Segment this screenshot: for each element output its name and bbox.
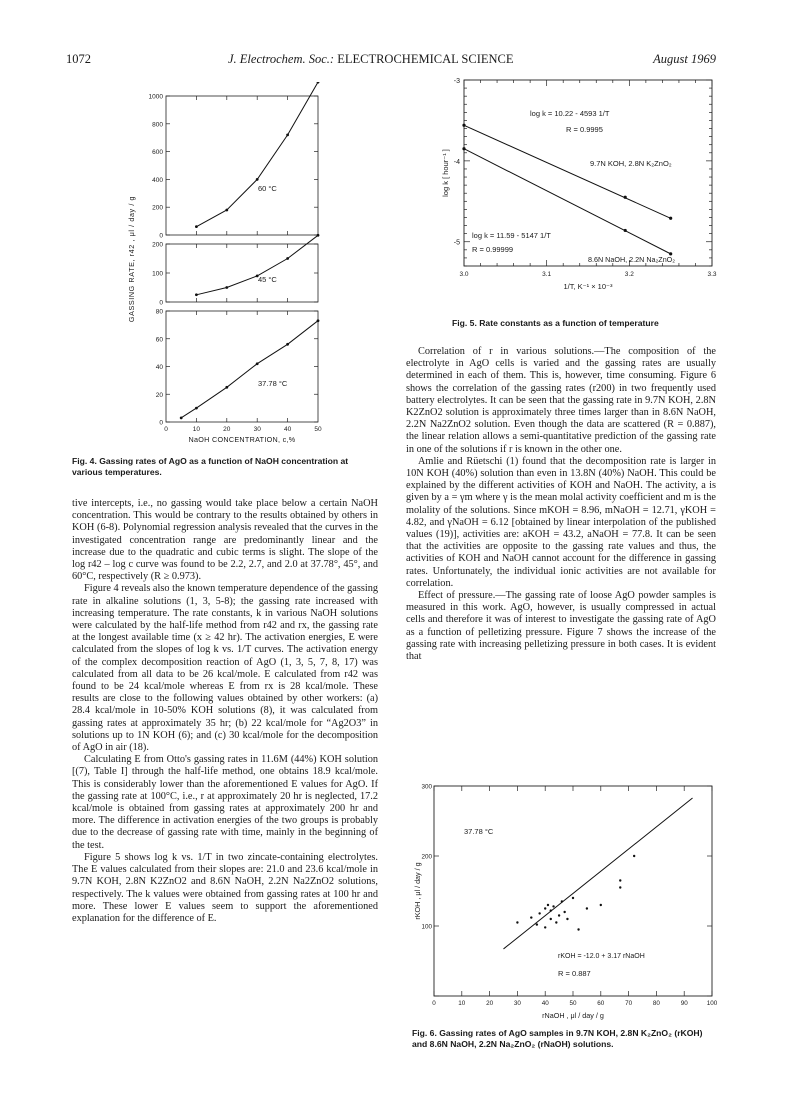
series-line-2 xyxy=(181,321,318,418)
y-tick-label: 100 xyxy=(152,270,163,278)
data-point xyxy=(256,178,259,181)
data-point xyxy=(317,234,320,237)
x-tick-label: 30 xyxy=(513,1000,521,1007)
y-tick-label: 0 xyxy=(159,232,163,240)
data-point xyxy=(577,928,579,930)
data-point xyxy=(550,918,552,920)
paragraph: Correlation of r in various solutions.—The composition of the electrolyte in AgO cells is varied and the gassing rates are usually determined in each of them. This is, however, time consuming. Figure 6 shows the correlation of the gassing rates (r200) in two frequently used battery electrolytes. It can be seen that the gassing rate in 9.7N KOH, 2.8N K2ZnO2 solution is approximately three times larger than in 8.6N NaOH, 2.2N Na2ZnO2 solution. Even though the data are scattered (R = 0.887), the linear relation allows a semi-quantitative prediction of the gassing rate in one of the solutions if r is known in the other one. xyxy=(406,346,716,455)
x-tick-label: 3.1 xyxy=(542,271,552,278)
x-tick-label: 20 xyxy=(486,1000,494,1007)
data-point xyxy=(563,911,565,913)
figure-4-caption: Fig. 4. Gassing rates of AgO as a function of NaOH concentration at various temperatures. xyxy=(72,456,349,477)
plot-frame xyxy=(434,786,712,996)
data-point xyxy=(538,912,540,914)
figure-4-chart xyxy=(108,82,344,454)
data-point xyxy=(286,257,289,260)
y-tick-label: 20 xyxy=(155,391,163,399)
data-point xyxy=(600,904,602,906)
x-tick-label: 80 xyxy=(652,1000,660,1007)
y-tick-label: 600 xyxy=(152,149,163,157)
y-tick-label: 0 xyxy=(159,419,163,427)
data-point xyxy=(544,907,546,909)
data-point xyxy=(180,416,183,419)
y-tick-label: 200 xyxy=(152,204,163,212)
y-axis-label: GASSING RATE, r42 , μl / day / g xyxy=(127,195,136,323)
data-point xyxy=(516,921,518,923)
data-point xyxy=(547,904,549,906)
x-tick-label: 3.3 xyxy=(707,271,717,278)
y-tick-label: 40 xyxy=(155,364,163,371)
y-tick-label: 100 xyxy=(421,923,432,931)
x-tick-label: 100 xyxy=(706,1000,718,1007)
data-point xyxy=(624,229,627,232)
equation-koh: log k = 10.22 - 4593 1/T xyxy=(530,109,610,118)
x-tick-label: 70 xyxy=(625,1000,633,1007)
data-point xyxy=(619,879,621,881)
temperature-label: 37.78 °C xyxy=(464,827,494,836)
regression-equation: rKOH = -12.0 + 3.17 rNaOH xyxy=(558,953,645,960)
data-point xyxy=(225,386,228,389)
y-tick-label: 60 xyxy=(155,336,163,344)
data-point xyxy=(536,923,538,925)
x-tick-label: 30 xyxy=(253,426,261,433)
x-tick-label: 50 xyxy=(569,1000,577,1007)
data-point xyxy=(286,134,289,137)
data-point xyxy=(633,855,635,857)
data-point xyxy=(669,217,672,220)
paragraph: tive intercepts, i.e., no gassing would take place below a certain NaOH concentration. This would be contrary to the results obtained by others in KOH (6-8). Polynomial regression analysis revealed that the curves in the investigated concentration range are predominantly linear and the increase due to the quadratic and cubic terms is slight. The slope of the log r42 – log c curve was found to be 2.2, 2.7, and 2.0 at 37.78°, 45°, and 60°C, respectively (R ≥ 0.973). xyxy=(72,498,378,583)
y-tick-label: 300 xyxy=(421,783,432,791)
figure-6-caption: Fig. 6. Gassing rates of AgO samples in 9.7N KOH, 2.8N K₂ZnO₂ (rKOH) and 8.6N NaOH, 2.2N Na₂ZnO₂ (rNaOH) solutions. xyxy=(412,1028,703,1049)
panel-temperature-label: 37.78 °C xyxy=(258,379,288,388)
x-axis-label: 1/T, K⁻¹ × 10⁻³ xyxy=(563,282,613,291)
page-header xyxy=(66,52,716,70)
x-tick-label: 60 xyxy=(597,1000,605,1007)
y-axis-label: log k [ hour⁻¹ ] xyxy=(441,149,450,197)
equation-naoh: log k = 11.59 - 5147 1/T xyxy=(472,231,551,240)
series-label-naoh: 8.6N NaOH, 2.2N Na₂ZnO₂ xyxy=(588,255,676,264)
y-tick-label: 400 xyxy=(152,176,163,184)
journal-section: ELECTROCHEMICAL SCIENCE xyxy=(337,52,514,66)
page-number: 1072 xyxy=(66,52,91,66)
journal-name: J. Electrochem. Soc.: xyxy=(228,52,335,66)
panel-temperature-label: 45 °C xyxy=(258,275,277,284)
paragraph: Calculating E from Otto's gassing rates in 11.6M (44%) KOH solution [(7), Table I] through the half-life method, one obtains 18.9 kcal/mole. This is considerably lower than the aforementioned E values for AgO. If the gassing rate at 100°C, i.e., r at approximately 20 hr is neglected, 17.2 kcal/mole is obtained from gassing rates at approximately 200 hr and more. The difference in activation energies of the two groups is probably due to the decrease of gassing rate with time, mainly in the beginning of the test. xyxy=(72,754,378,851)
figure-6-chart xyxy=(408,778,724,1024)
data-point xyxy=(544,926,546,928)
x-tick-label: 3.0 xyxy=(459,271,469,278)
data-point xyxy=(225,209,228,212)
data-point xyxy=(624,196,627,199)
y-tick-label: 200 xyxy=(421,853,432,861)
y-tick-label: 800 xyxy=(152,121,163,129)
series-line-0 xyxy=(196,82,318,227)
series-label-koh: 9.7N KOH, 2.8N K₂ZnO₂ xyxy=(590,159,672,168)
paragraph: Figure 5 shows log k vs. 1/T in two zincate-containing electrolytes. The E values calculated from their slopes are: 21.0 and 23.6 kcal/mole in 9.7N KOH, 2.8N K2ZnO2 and 8.6N NaOH, 2.2N Na2ZnO2 solutions, respectively. The k values were obtained from gassing rates at 100 hr and more. These lower E values seem to support the aforementioned explanation for the difference of E. xyxy=(72,851,378,924)
x-tick-label: 0 xyxy=(432,1000,436,1007)
data-point xyxy=(195,293,198,296)
x-tick-label: 50 xyxy=(314,426,322,433)
x-tick-label: 90 xyxy=(680,1000,688,1007)
x-tick-label: 20 xyxy=(223,426,231,433)
data-point xyxy=(555,921,557,923)
figure-5-caption: Fig. 5. Rate constants as a function of temperature xyxy=(452,318,659,328)
data-point xyxy=(550,909,552,911)
data-point xyxy=(552,905,554,907)
issue-date: August 1969 xyxy=(653,52,716,66)
data-point xyxy=(256,362,259,365)
data-point xyxy=(530,916,532,918)
data-point xyxy=(195,407,198,410)
r-value-koh: R = 0.9995 xyxy=(566,125,603,134)
series-line-0 xyxy=(464,125,671,218)
regression-line xyxy=(504,798,693,949)
data-point xyxy=(286,343,289,346)
y-tick-label: -4 xyxy=(453,158,460,166)
y-axis-label: rKOH , μl / day / g xyxy=(413,862,422,920)
right-text-column xyxy=(406,346,716,663)
data-point xyxy=(558,914,560,916)
r-value-naoh: R = 0.99999 xyxy=(472,245,514,254)
y-tick-label: 1000 xyxy=(148,93,163,101)
x-tick-label: 3.2 xyxy=(624,271,634,278)
panel-frame xyxy=(166,311,318,422)
x-tick-label: 40 xyxy=(541,1000,549,1007)
paragraph: Effect of pressure.—The gassing rate of loose AgO powder samples is measured in this work. AgO, however, is usually compressed in actual cells and therefore it was of interest to investigate the gassing rate of AgO as a function of pelletizing pressure. Figure 7 shows the increase of the gassing rate with increasing pelletizing pressure in both cases. It is evident that xyxy=(406,590,716,663)
paragraph: Amlie and Rüetschi (1) found that the decomposition rate is larger in 10N KOH (40%) solution than even in 13.8N (40%) NaOH. This could be explained by the different activities of KOH and NaOH. The activity, a is given by a = γm where γ is the mean molal activity coefficient and m is the molality of the solutions. Since mKOH = 8.96, mNaOH = 12.71, γKOH = 4.82, and γNaOH = 6.12 [obtained by linear interpolation of the published values (19)], activities are: aKOH = 43.2, aNaOH = 77.8. It can be seen that the activities are opposite to the gassing rate values and thus, the activities of KOH and NaOH cannot account for the difference in gassing rates. Unfortunately, the individual ionic activities are not available for correlation. xyxy=(406,455,716,589)
data-point xyxy=(586,907,588,909)
data-point xyxy=(225,286,228,289)
r-value: R = 0.887 xyxy=(558,969,591,978)
x-axis-label: NaOH CONCENTRATION, c,% xyxy=(188,435,296,444)
left-text-column xyxy=(72,498,378,925)
data-point xyxy=(462,124,465,127)
x-tick-label: 0 xyxy=(164,426,168,433)
data-point xyxy=(561,900,563,902)
data-point xyxy=(566,918,568,920)
panel-frame xyxy=(166,96,318,235)
y-tick-label: -3 xyxy=(453,78,460,85)
data-point xyxy=(317,319,320,322)
x-tick-label: 10 xyxy=(458,1000,466,1007)
y-tick-label: -5 xyxy=(453,239,460,247)
data-point xyxy=(619,886,621,888)
x-tick-label: 40 xyxy=(283,426,292,433)
data-point xyxy=(195,225,198,228)
y-tick-label: 200 xyxy=(152,241,163,249)
x-tick-label: 10 xyxy=(192,426,201,433)
data-point xyxy=(462,147,465,150)
x-axis-label: rNaOH , μl / day / g xyxy=(542,1011,604,1020)
y-tick-label: 0 xyxy=(159,299,163,307)
data-point xyxy=(572,897,574,899)
journal-title xyxy=(228,52,514,67)
y-tick-label: 80 xyxy=(155,308,163,316)
paragraph: Figure 4 reveals also the known temperature dependence of the gassing rate in alkaline solutions (1, 3, 5-8); the gassing rate increased with increasing temperature. The rate constants, k in various NaOH solutions were calculated by the half-life method from r42 and rx, the gassing rate at the longest available time (x ≥ 42 hr). The activation energies, E were calculated from the slopes of log k vs. 1/T curves. The activation energy of the complex decomposition reaction of AgO (1, 3, 5, 7, 8, 17) was calculated from all data to be 26 kcal/mole. E calculated from r42 was found to be 24 kcal/mole whereas E from rx is 28 kcal/mole. These results are close to the following values obtained by other workers: (a) 28.4 kcal/mole in 10-50% KOH solutions (8), it was calculated from gassing rates at approximately 35 hr; (b) 22 kcal/mole for “Ag2O3” in solutions up to 1N KOH (6); and (c) 30 kcal/mole for the decomposition of AgO in air (18). xyxy=(72,583,378,754)
panel-temperature-label: 60 °C xyxy=(258,184,277,193)
figure-5-chart xyxy=(420,70,720,314)
